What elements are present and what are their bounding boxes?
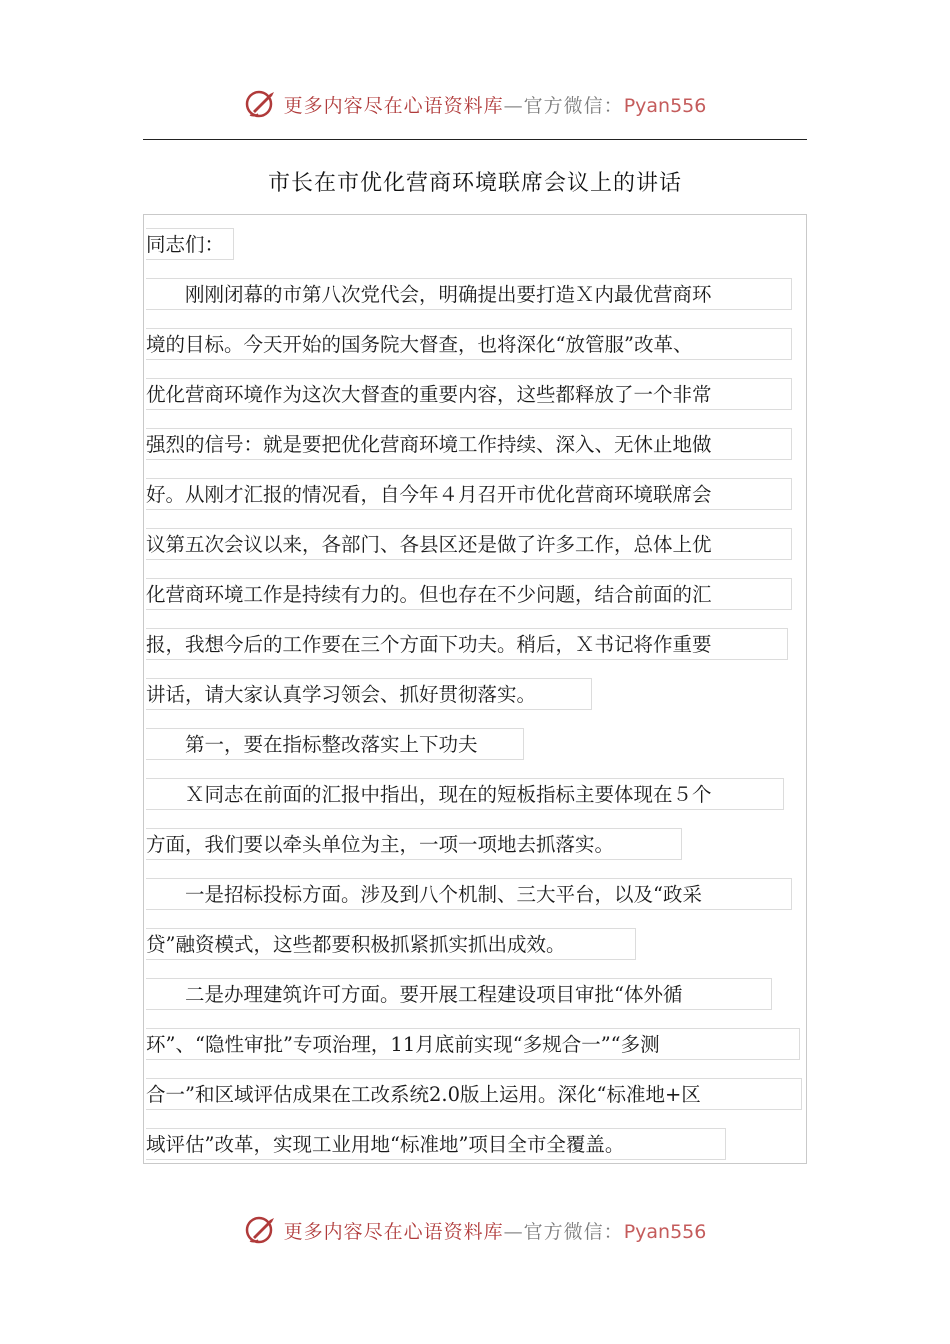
text-line: 合一”和区域评估成果在工改系统2.0版上运用。深化“标准地+区 [146, 1078, 802, 1110]
text-line: 一是招标投标方面。涉及到八个机制、三大平台，以及“政采 [146, 878, 792, 910]
watermark-footer [0, 1210, 950, 1250]
text-line: 贷”融资模式，这些都要积极抓紧抓实抓出成效。 [146, 928, 636, 960]
text-line: 环”、“隐性审批”专项治理，11月底前实现“多规合一”“多测 [146, 1028, 800, 1060]
text-line: 刚刚闭幕的市第八次党代会，明确提出要打造Ｘ内最优营商环 [146, 278, 792, 310]
section-heading: 第一，要在指标整改落实上下功夫 [146, 728, 524, 760]
pen-logo-icon [244, 87, 278, 121]
text-line: 优化营商环境作为这次大督查的重要内容，这些都释放了一个非常 [146, 378, 792, 410]
text-line: 报，我想今后的工作要在三个方面下功夫。稍后，Ｘ书记将作重要 [146, 628, 788, 660]
text-line: 讲话，请大家认真学习领会、抓好贯彻落实。 [146, 678, 592, 710]
text-line: 好。从刚才汇报的情况看，自今年４月召开市优化营商环境联席会 [146, 478, 792, 510]
text-line: 方面，我们要以牵头单位为主，一项一项地去抓落实。 [146, 828, 682, 860]
text-line: 二是办理建筑许可方面。要开展工程建设项目审批“体外循 [146, 978, 772, 1010]
watermark-header [0, 84, 950, 124]
text-line: 化营商环境工作是持续有力的。但也存在不少问题，结合前面的汇 [146, 578, 792, 610]
header-rule [143, 139, 807, 140]
page-title: 市长在市优化营商环境联席会议上的讲话 [267, 171, 682, 196]
pen-logo-icon [244, 1213, 278, 1247]
text-line: 同志们： [146, 228, 234, 260]
watermark-text: 更多内容尽在心语资料库—官方微信：Pyan556 [283, 1220, 707, 1243]
text-line: 强烈的信号：就是要把优化营商环境工作持续、深入、无休止地做 [146, 428, 792, 460]
text-line: 议第五次会议以来，各部门、各县区还是做了许多工作，总体上优 [146, 528, 792, 560]
text-line: 境的目标。今天开始的国务院大督查，也将深化“放管服”改革、 [146, 328, 792, 360]
watermark-text: 更多内容尽在心语资料库—官方微信：Pyan556 [283, 94, 707, 117]
text-line: 域评估”改革，实现工业用地“标准地”项目全市全覆盖。 [146, 1128, 726, 1160]
text-line: Ｘ同志在前面的汇报中指出，现在的短板指标主要体现在５个 [146, 778, 784, 810]
